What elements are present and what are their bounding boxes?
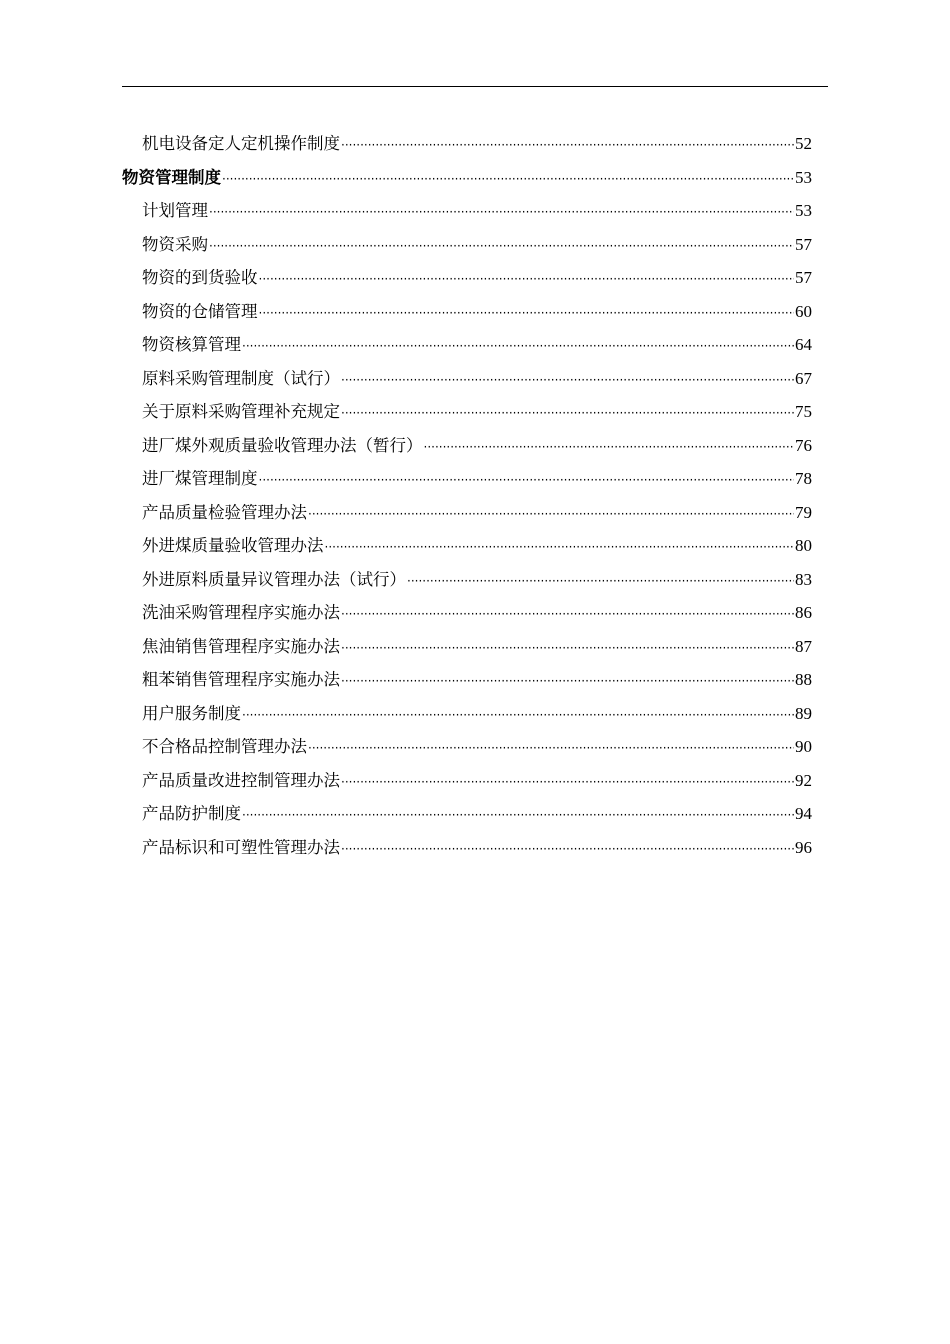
- toc-entry[interactable]: [122, 529, 812, 563]
- toc-entry-title: 物资的到货验收: [142, 268, 258, 287]
- toc-dot-leader: [341, 397, 794, 431]
- toc-dot-leader: [242, 799, 794, 833]
- toc-entry-page: 67: [795, 368, 812, 388]
- toc-entry-page: 92: [795, 770, 812, 790]
- toc-dot-leader: [308, 498, 794, 532]
- toc-entry-page: 75: [795, 402, 812, 421]
- toc-entry-title: 机电设备定人定机操作制度: [142, 134, 340, 153]
- toc-entry-title: 用户服务制度: [142, 703, 241, 723]
- toc-entry-title: 外进原料质量异议管理办法（试行）: [142, 569, 406, 589]
- toc-dot-leader: [325, 531, 795, 565]
- toc-entry-page: 88: [795, 670, 812, 689]
- toc-dot-leader: [242, 699, 794, 733]
- table-of-contents: [122, 127, 812, 864]
- toc-entry-title: 产品标识和可塑性管理办法: [142, 837, 340, 857]
- toc-dot-leader: [308, 732, 794, 766]
- toc-entry-title: 产品质量检验管理办法: [142, 502, 307, 522]
- toc-entry[interactable]: [122, 730, 812, 764]
- toc-entry-page: 89: [795, 703, 812, 723]
- toc-dot-leader: [209, 196, 794, 230]
- toc-entry[interactable]: [122, 764, 812, 798]
- toc-entry-page: 94: [795, 804, 812, 823]
- toc-dot-leader: [242, 330, 794, 364]
- toc-entry-page: 83: [795, 569, 812, 589]
- toc-entry[interactable]: [122, 663, 812, 697]
- toc-dot-leader: [341, 364, 794, 398]
- toc-entry-title: 产品质量改进控制管理办法: [142, 770, 340, 790]
- toc-entry-page: 76: [795, 435, 812, 455]
- toc-entry[interactable]: [122, 630, 812, 664]
- toc-entry[interactable]: [122, 261, 812, 295]
- toc-entry-page: 53: [795, 167, 812, 187]
- toc-entry-page: 87: [795, 636, 812, 656]
- toc-entry-page: 64: [795, 335, 812, 354]
- toc-entry-page: 78: [795, 469, 812, 488]
- toc-entry[interactable]: [122, 429, 812, 463]
- toc-entry-title: 关于原料采购管理补充规定: [142, 402, 340, 421]
- toc-entry[interactable]: [122, 496, 812, 530]
- toc-entry-title: 物资采购: [142, 234, 208, 254]
- toc-entry[interactable]: [122, 797, 812, 831]
- toc-dot-leader: [341, 665, 794, 699]
- toc-entry-title: 进厂煤管理制度: [142, 469, 258, 488]
- toc-entry-title: 焦油销售管理程序实施办法: [142, 636, 340, 656]
- toc-entry-title: 洗油采购管理程序实施办法: [142, 603, 340, 622]
- toc-entry-page: 80: [795, 536, 812, 555]
- toc-entry[interactable]: [122, 395, 812, 429]
- toc-dot-leader: [222, 163, 794, 197]
- toc-entry-page: 52: [795, 134, 812, 153]
- toc-entry[interactable]: [122, 563, 812, 597]
- toc-entry-title: 不合格品控制管理办法: [142, 737, 307, 756]
- toc-entry-page: 79: [795, 502, 812, 522]
- toc-entry-title: 物资的仓储管理: [142, 301, 258, 321]
- toc-entry-page: 60: [795, 301, 812, 321]
- toc-entry-title: 粗苯销售管理程序实施办法: [142, 670, 340, 689]
- toc-entry[interactable]: [122, 362, 812, 396]
- toc-entry[interactable]: [122, 228, 812, 262]
- toc-dot-leader: [341, 598, 794, 632]
- toc-dot-leader: [209, 230, 794, 264]
- header-rule: [122, 86, 828, 87]
- toc-entry-title: 产品防护制度: [142, 804, 241, 823]
- toc-section-heading[interactable]: [122, 161, 812, 195]
- toc-entry[interactable]: [122, 328, 812, 362]
- toc-entry-title: 原料采购管理制度（试行）: [142, 368, 340, 388]
- toc-entry[interactable]: [122, 831, 812, 865]
- toc-entry[interactable]: [122, 194, 812, 228]
- toc-dot-leader: [341, 833, 794, 867]
- toc-entry-title: 物资核算管理: [142, 335, 241, 354]
- toc-entry-title: 物资管理制度: [122, 167, 221, 187]
- toc-dot-leader: [341, 766, 794, 800]
- toc-dot-leader: [341, 129, 794, 163]
- toc-entry[interactable]: [122, 295, 812, 329]
- toc-entry-page: 53: [795, 201, 812, 220]
- toc-dot-leader: [341, 632, 794, 666]
- toc-entry-title: 外进煤质量验收管理办法: [142, 536, 324, 555]
- toc-dot-leader: [259, 297, 795, 331]
- toc-entry-page: 57: [795, 268, 812, 287]
- toc-dot-leader: [259, 263, 795, 297]
- toc-dot-leader: [259, 464, 795, 498]
- toc-entry[interactable]: [122, 596, 812, 630]
- toc-entry-page: 90: [795, 737, 812, 756]
- toc-dot-leader: [407, 565, 794, 599]
- toc-dot-leader: [424, 431, 795, 465]
- toc-entry-title: 计划管理: [142, 201, 208, 220]
- toc-entry[interactable]: [122, 127, 812, 161]
- toc-entry-page: 57: [795, 234, 812, 254]
- toc-entry-title: 进厂煤外观质量验收管理办法（暂行）: [142, 435, 423, 455]
- toc-entry-page: 96: [795, 837, 812, 857]
- toc-entry[interactable]: [122, 462, 812, 496]
- toc-entry[interactable]: [122, 697, 812, 731]
- toc-entry-page: 86: [795, 603, 812, 622]
